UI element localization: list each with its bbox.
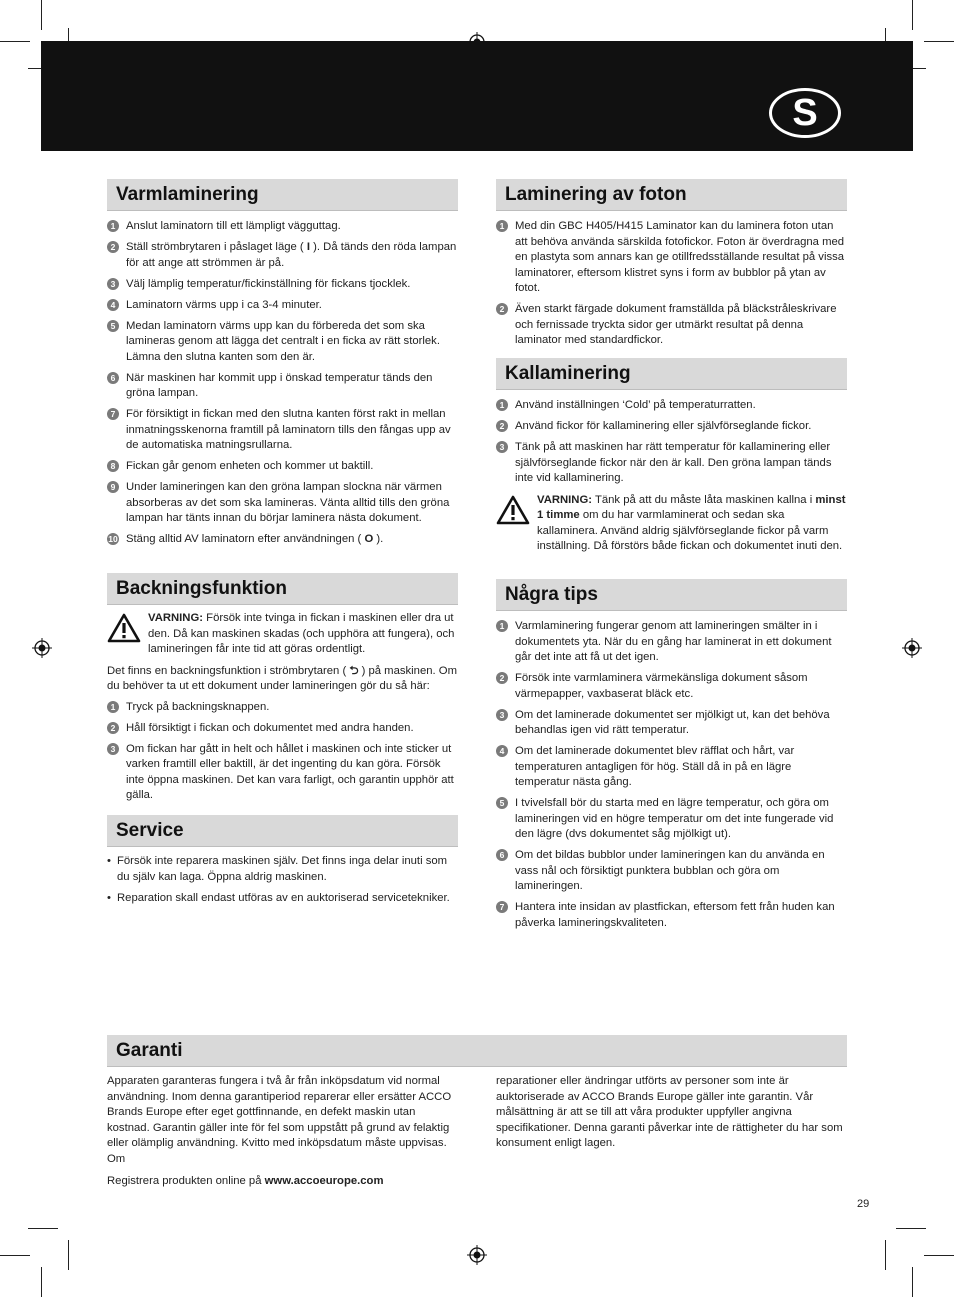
step-number-badge: 7 — [107, 408, 119, 420]
warning-triangle-icon — [107, 613, 141, 643]
intro-text: Det finns en backningsfunktion i strömbrytaren ( — [107, 664, 350, 677]
section-varmlaminering — [107, 179, 458, 553]
list-item — [496, 671, 847, 702]
step-number-badge: 2 — [107, 722, 119, 734]
list-item-text: Om det laminerade dokumentet blev räfflat och hårt, var temperaturen antagligen för hög. Ställ då in på en lägre temperatur nästa gång. — [515, 745, 795, 788]
garanti-text: reparationer eller ändringar utförts av personer som inte är auktoriserade av ACCO Brands Europe gäller inte garantin. Vår målsättning är att se till att våra produkter uppfyller angivna specifikationer. Denna garanti påverkar inte de rättigheter du har som konsument enligt lagen. — [496, 1075, 843, 1149]
list-item-text: Varmlaminering fungerar genom att lamineringen smälter in i dokumentets yta. När du en gång har laminerat in ett dokument går det inte att få ut det igen. — [515, 620, 832, 663]
list-item-text: ). — [373, 533, 384, 545]
registration-mark-icon — [32, 638, 52, 658]
section-heading: Laminering av foton — [496, 179, 847, 211]
section-kallaminering — [496, 358, 847, 561]
section-tips — [496, 579, 847, 937]
crop-mark — [924, 1255, 954, 1256]
numbered-list — [107, 700, 458, 804]
step-number-badge: 8 — [107, 460, 119, 472]
list-item — [496, 619, 847, 666]
list-item-text: Även starkt färgade dokument framställda på bläckstråleskrivare och fernissade tryckta sidor ger utmärkt resultat på denna laminator med standardfickor. — [515, 303, 837, 346]
register-text: Registrera produkten online på — [107, 1175, 265, 1187]
bullet-dot-icon: • — [107, 855, 111, 867]
step-number-badge: 1 — [107, 220, 119, 232]
step-number-badge: 9 — [107, 481, 119, 493]
warning-text: Tänk på att du måste låta maskinen kallna i — [592, 493, 816, 506]
list-item-text: I tvivelsfall bör du starta med en lägre temperatur, och göra om lamineringen vid en högre temperatur om det inte fungerade vid den lägre (dvs dokumentet såg mjölkigt ut). — [515, 797, 834, 840]
step-number-badge: 2 — [107, 241, 119, 253]
bullet-text: Försök inte reparera maskinen själv. Det finns inga delar inuti som du själv kan laga. Öppna aldrig maskinen. — [117, 855, 448, 883]
list-item — [496, 219, 847, 297]
step-number-badge: 3 — [496, 709, 508, 721]
crop-mark — [885, 1240, 886, 1270]
page-number: 29 — [857, 1198, 870, 1210]
warning-note — [496, 493, 847, 555]
section-heading: Varmlaminering — [107, 179, 458, 211]
crop-mark — [0, 41, 30, 42]
registration-mark-icon — [467, 1245, 487, 1265]
language-badge: S — [769, 88, 841, 138]
garanti-column-1 — [107, 1074, 457, 1190]
list-item-text: Med din GBC H405/H415 Laminator kan du laminera foton utan att behöva använda särskilda fotofickor. Foton är överdragna med en plastyta som annars kan ge otillfredsställande resultat på vissa laminatorer, eftersom klistret syns i form av bubblor på ytan av fotot. — [515, 220, 845, 294]
crop-mark — [912, 0, 913, 30]
section-heading: Några tips — [496, 579, 847, 611]
registration-mark-icon — [902, 638, 922, 658]
list-item — [107, 298, 458, 314]
step-number-badge: 3 — [496, 441, 508, 453]
section-heading: Backningsfunktion — [107, 573, 458, 605]
crop-mark — [0, 1255, 30, 1256]
warning-note — [107, 611, 458, 658]
list-item — [107, 371, 458, 402]
bullet-list — [107, 854, 458, 907]
step-number-badge: 1 — [496, 220, 508, 232]
list-item-text: Om det laminerade dokumentet ser mjölkigt ut, kan det behöva behandlas igen vid rätt temperatur. — [515, 708, 830, 736]
section-service — [107, 815, 458, 913]
list-item — [496, 708, 847, 739]
garanti-column-2 — [496, 1074, 848, 1152]
reverse-symbol-icon: ⮌ — [349, 664, 359, 677]
list-item — [107, 407, 458, 454]
list-item-text: Försök inte varmlaminera värmekänsliga dokument såsom värmepapper, vaxbaserat bläck etc. — [515, 672, 808, 700]
section-backningsfunktion — [107, 573, 458, 809]
list-item-text: Håll försiktigt i fickan och dokumentet med andra handen. — [126, 721, 414, 734]
crop-mark — [912, 1267, 913, 1297]
list-item — [107, 459, 458, 475]
bullet-item — [107, 854, 458, 885]
list-item-text: Anslut laminatorn till ett lämpligt vägguttag. — [126, 220, 341, 232]
step-number-badge: 6 — [496, 849, 508, 861]
list-item-text: Medan laminatorn värms upp kan du förbereda det som ska lamineras genom att lägga det centralt i en ficka av rätt storlek. Lämna den slutna kanten som den är. — [126, 319, 440, 363]
intro-paragraph — [107, 664, 458, 695]
intro-text: ) på maskinen. Om du behöver ta ut ett dokument under lamineringen gör du så här: — [107, 664, 458, 692]
list-item-text: Om det bildas bubblor under lamineringen kan du använda en vass nål och försiktigt punktera bubblan och göra om lamineringen. — [515, 849, 825, 892]
list-item-text: När maskinen har kommit upp i önskad temperatur tänds den gröna lampan. — [126, 371, 433, 399]
step-number-badge: 6 — [107, 372, 119, 384]
list-item-text: Laminatorn värms upp i ca 3-4 minuter. — [126, 298, 322, 311]
step-number-badge: 2 — [496, 303, 508, 315]
warning-text: Försök inte tvinga in fickan i maskinen eller dra ut den. Då kan maskinen skadas (och upphöra att fungera), och lamineringen får inte tid att göras ordentligt. — [148, 612, 455, 655]
list-item — [107, 742, 458, 804]
section-heading: Kallaminering — [496, 358, 847, 390]
step-number-badge: 1 — [496, 620, 508, 632]
list-item-text: Om fickan har gått in helt och hållet i maskinen och inte sticker ut varken framtill eller baktill, är det ingenting du kan göra. Försök inte öppna maskinen. Det kan vara farligt, och garantin upphör att gälla. — [126, 742, 454, 801]
list-item — [496, 796, 847, 843]
crop-mark — [924, 41, 954, 42]
list-item — [107, 277, 458, 293]
register-line — [107, 1174, 457, 1190]
numbered-list — [496, 219, 847, 349]
list-item-text: Hantera inte insidan av plastfickan, eftersom fett från huden kan påverka lamineringskvaliteten. — [515, 901, 835, 929]
crop-mark — [896, 1228, 926, 1229]
step-number-badge: 7 — [496, 901, 508, 913]
list-item — [107, 721, 458, 737]
warning-label: VARNING: — [537, 493, 593, 506]
list-item — [496, 440, 847, 487]
section-heading: Service — [107, 815, 458, 847]
step-number-badge: 5 — [496, 797, 508, 809]
list-item-text: ). Då tänds den röda lampan för att ange att strömmen är på. — [126, 241, 457, 269]
list-item-text: Använd fickor för kallaminering eller självförseglande fickor. — [515, 420, 812, 432]
garanti-text: Apparaten garanteras fungera i två år från inköpsdatum vid normal användning. Inom denna garantiperiod reparerar eller ersätter ACCO Brands Europe efter eget gottfinnande, en defekt maskin utan kostnad. Garantin gäller inte för fel som uppstått på grund av felaktig eller olämplig användning. Kvitto med inköpsdatum måste uppvisas. Om — [107, 1075, 452, 1165]
switch-symbol: O — [364, 533, 374, 545]
list-item-text: Ställ strömbrytaren i påslaget läge ( — [126, 241, 307, 253]
step-number-badge: 2 — [496, 672, 508, 684]
warning-label: VARNING: — [148, 612, 204, 624]
list-item-text: Fickan går genom enheten och kommer ut baktill. — [126, 460, 374, 472]
list-item-text: Tänk på att maskinen har rätt temperatur för kallaminering eller självförseglande fickor när den är kall. Den gröna lampan tänds inte vid kallaminering. — [515, 441, 832, 484]
list-item — [496, 398, 847, 414]
list-item — [107, 480, 458, 527]
list-item-text: Under lamineringen kan den gröna lampan slockna när värmen absorberas av det som ska lamineras. Vänta alltid tills den gröna lampan har tänts innan du börjar laminera nästa dokument. — [126, 481, 450, 524]
crop-mark — [41, 0, 42, 30]
list-item — [107, 219, 458, 235]
section-heading: Garanti — [107, 1035, 847, 1067]
list-item — [107, 700, 458, 716]
step-number-badge: 10 — [108, 534, 118, 544]
list-item-text: Använd inställningen ‘Cold’ på temperaturratten. — [515, 399, 756, 411]
list-item — [496, 900, 847, 931]
switch-symbol: I — [306, 241, 310, 253]
list-item — [496, 744, 847, 791]
step-number-badge: 3 — [107, 278, 119, 290]
numbered-list — [496, 619, 847, 931]
section-garanti — [107, 1035, 847, 1067]
register-link[interactable]: www.accoeurope.com — [264, 1175, 384, 1187]
list-item — [496, 419, 847, 435]
warning-triangle-icon — [496, 495, 530, 525]
numbered-list — [496, 398, 847, 487]
step-number-badge: 3 — [107, 743, 119, 755]
step-number-badge: 4 — [107, 299, 119, 311]
list-item — [107, 240, 458, 271]
bullet-text: Reparation skall endast utföras av en auktoriserad servicetekniker. — [117, 892, 450, 904]
list-item-text: Stäng alltid AV laminatorn efter användningen ( — [126, 533, 365, 545]
warning-text: om du har varmlaminerat och sedan ska kallaminera. Använd aldrig självförseglande fickor på varm inställning. Då förstörs både fickan och dokumentet inuti den. — [537, 509, 843, 552]
numbered-list — [107, 219, 458, 548]
warning-emphasis: minst 1 timme — [537, 493, 846, 521]
section-foton — [496, 179, 847, 354]
list-item — [107, 532, 458, 548]
step-number-badge: 2 — [496, 420, 508, 432]
step-number-badge: 1 — [107, 701, 119, 713]
list-item-text: Välj lämplig temperatur/fickinställning för fickans tjocklek. — [126, 277, 411, 290]
bullet-dot-icon: • — [107, 892, 111, 904]
bullet-item — [107, 891, 458, 907]
list-item-text: För försiktigt in fickan med den slutna kanten först rakt in mellan inmatningsskenorna framtill på laminatorn tills den fångas upp av de automatiska matningsrullarna. — [126, 408, 451, 451]
list-item — [496, 302, 847, 349]
list-item — [496, 848, 847, 895]
list-item-text: Tryck på backningsknappen. — [126, 700, 270, 713]
step-number-badge: 1 — [496, 399, 508, 411]
step-number-badge: 4 — [496, 745, 508, 757]
crop-mark — [68, 1240, 69, 1270]
crop-mark — [28, 1228, 58, 1229]
step-number-badge: 5 — [107, 320, 119, 332]
list-item — [107, 319, 458, 366]
crop-mark — [41, 1267, 42, 1297]
